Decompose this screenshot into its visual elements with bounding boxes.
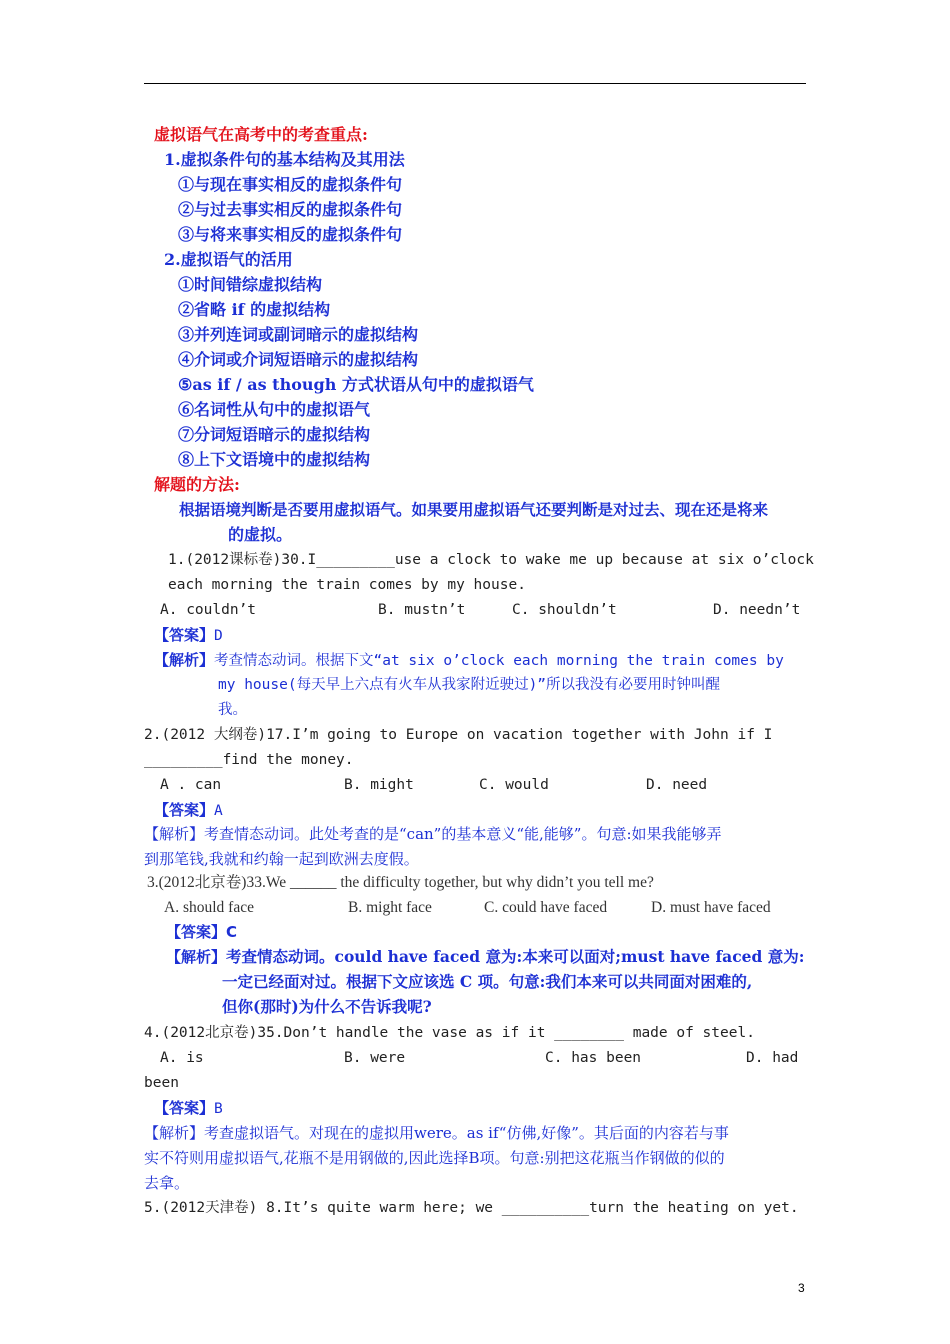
q4-explanation-line1: 【解析】考查虚拟语气。对现在的虚拟用were。as if“仿佛,好像”。其后面的内容若与事: [144, 1124, 729, 1142]
q4-option-d: D. had: [746, 1050, 799, 1066]
header-rule: [144, 83, 806, 84]
section-1-item: ①与现在事实相反的虚拟条件句: [178, 175, 403, 194]
method-text-line1: 根据语境判断是否要用虚拟语气。如果要用虚拟语气还要判断是对过去、现在还是将来: [179, 500, 769, 519]
q3-answer: [166, 921, 237, 943]
section-2-item: ③并列连词或副词暗示的虚拟结构: [178, 325, 419, 344]
section-2-item: ⑦分词短语暗示的虚拟结构: [178, 425, 371, 444]
q1-option-a: A. couldn’t: [160, 602, 257, 618]
q1-option-c: C. shouldn’t: [512, 602, 617, 618]
section-1-item: ②与过去事实相反的虚拟条件句: [178, 200, 403, 219]
q1-option-d: D. needn’t: [713, 602, 801, 618]
intro-title: 虚拟语气在高考中的考查重点:: [154, 125, 368, 144]
q3-explanation-line1: [166, 946, 804, 968]
q1-stem-line1: 1.(2012课标卷)30.I_________use a clock to wake me up because at six o’clock: [168, 552, 814, 568]
explanation-label: 【解析】: [166, 948, 227, 966]
section-1-heading: 1.虚拟条件句的基本结构及其用法: [164, 150, 405, 169]
q3-option-a: A. should face: [164, 899, 254, 916]
answer-value: C: [226, 923, 238, 941]
q2-option-d: D. need: [646, 777, 708, 793]
q4-stem-wrap: been: [144, 1075, 179, 1091]
q1-explanation-line3: 我。: [218, 702, 247, 718]
answer-value: B: [214, 1101, 223, 1117]
answer-label: 【答案】: [154, 626, 215, 644]
q3-option-c: C. could have faced: [484, 899, 608, 916]
q2-explanation-line2: 到那笔钱,我就和约翰一起到欧洲去度假。: [144, 850, 419, 868]
q2-option-b: B. might: [344, 777, 414, 793]
method-text-line2: 的虚拟。: [228, 525, 293, 544]
q5-stem: 5.(2012天津卷) 8.It’s quite warm here; we __________turn the heating on yet.: [144, 1200, 799, 1216]
page-number: 3: [798, 1281, 805, 1295]
section-2-item: ⑥名词性从句中的虚拟语气: [178, 400, 371, 419]
explanation-text: 考查情态动词。could have faced 意为:本来可以面对;must have faced 意为:: [226, 947, 805, 966]
answer-label: 【答案】: [154, 801, 215, 819]
section-2-item: ②省略 if 的虚拟结构: [178, 300, 331, 319]
q4-option-a: A. is: [160, 1050, 204, 1066]
answer-label: 【答案】: [166, 923, 227, 941]
q1-explanation-line1: [154, 649, 784, 672]
section-2-heading: 2.虚拟语气的活用: [164, 250, 293, 269]
q3-explanation-line3: 但你(那时)为什么不告诉我呢?: [222, 997, 432, 1016]
answer-value: A: [214, 803, 223, 819]
q2-answer: [154, 799, 223, 822]
q1-stem-line2: each morning the train comes by my house.: [168, 577, 526, 593]
q2-option-c: C. would: [479, 777, 549, 793]
q2-option-a: A . can: [160, 777, 222, 793]
method-title: 解题的方法:: [154, 475, 240, 494]
section-2-item: ④介词或介词短语暗示的虚拟结构: [178, 350, 419, 369]
q4-answer: [154, 1097, 223, 1120]
q2-explanation-line1: 【解析】考查情态动词。此处考查的是“can”的基本意义“能,能够”。句意:如果我能够弄: [144, 825, 722, 843]
q2-stem-line2: _________find the money.: [144, 752, 354, 768]
q1-explanation-line2: my house(每天早上六点有火车从我家附近驶过)”所以我没有必要用时钟叫醒: [218, 677, 721, 693]
answer-value: D: [214, 628, 223, 644]
q4-explanation-line2: 实不符则用虚拟语气,花瓶不是用钢做的,因此选择B项。句意:别把这花瓶当作钢做的似的: [144, 1149, 725, 1167]
section-1-item: ③与将来事实相反的虚拟条件句: [178, 225, 403, 244]
section-2-item: ①时间错综虚拟结构: [178, 275, 323, 294]
answer-label: 【答案】: [154, 1099, 215, 1117]
section-2-item: ⑧上下文语境中的虚拟结构: [178, 450, 371, 469]
explanation-text: 考查情态动词。根据下文“at six o’clock each morning the train comes by: [214, 653, 784, 669]
q4-option-b: B. were: [344, 1050, 406, 1066]
q4-explanation-line3: 去拿。: [144, 1174, 190, 1192]
q1-answer: [154, 624, 223, 647]
explanation-label: 【解析】: [154, 651, 215, 669]
q1-option-b: B. mustn’t: [378, 602, 466, 618]
section-2-item: ⑤as if / as though 方式状语从句中的虚拟语气: [178, 375, 534, 394]
q3-explanation-line2: 一定已经面对过。根据下文应该选 C 项。句意:我们本来可以共同面对困难的,: [222, 972, 753, 991]
q3-option-b: B. might face: [348, 899, 432, 916]
q4-stem: 4.(2012北京卷)35.Don’t handle the vase as if it ________ made of steel.: [144, 1025, 755, 1041]
q3-option-d: D. must have faced: [651, 899, 771, 916]
q4-option-c: C. has been: [545, 1050, 642, 1066]
q3-stem: 3.(2012北京卷)33.We ______ the difficulty together, but why didn’t you tell me?: [147, 874, 654, 891]
q2-stem-line1: 2.(2012 大纲卷)17.I’m going to Europe on vacation together with John if I: [144, 727, 773, 743]
